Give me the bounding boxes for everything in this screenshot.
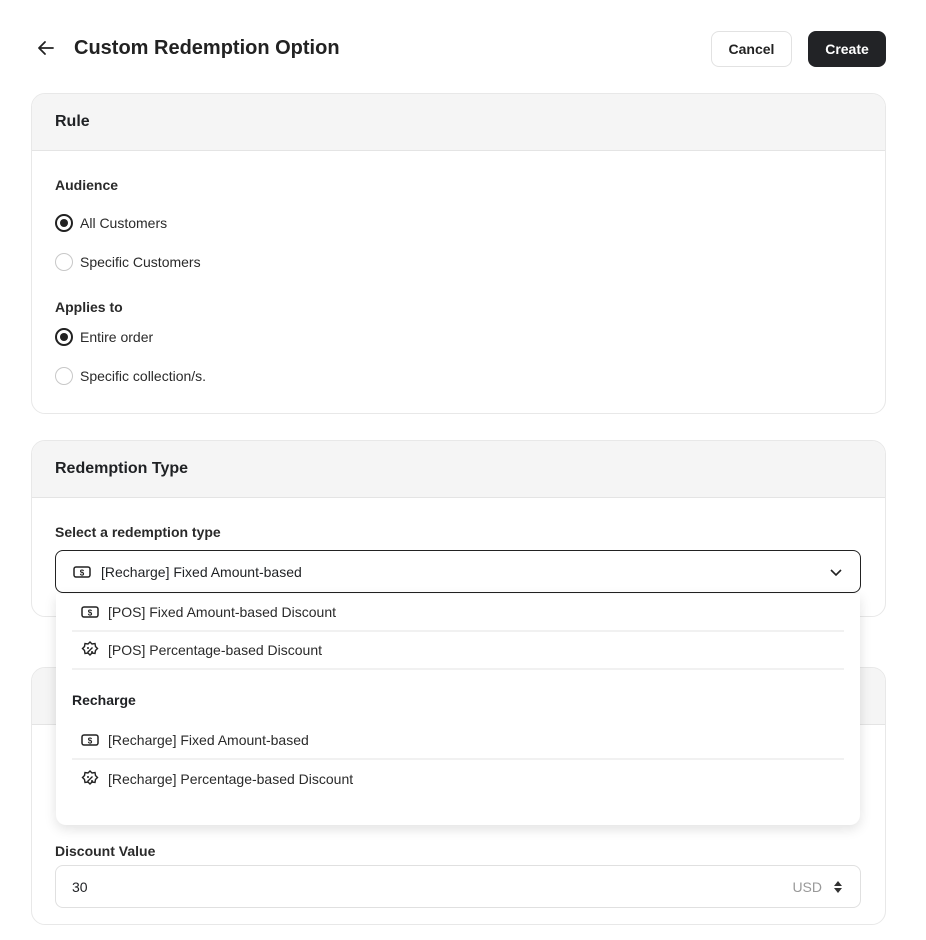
discount-value: 30 bbox=[72, 878, 88, 895]
applies-to-label: Applies to bbox=[55, 299, 123, 315]
cash-icon bbox=[80, 730, 100, 750]
radio-label: Specific collection/s. bbox=[80, 368, 207, 384]
select-label: Select a redemption type bbox=[55, 524, 221, 540]
radio-unchecked-icon bbox=[55, 367, 73, 385]
redemption-card-title: Redemption Type bbox=[32, 441, 885, 498]
dropdown-option[interactable] bbox=[72, 760, 844, 798]
audience-label: Audience bbox=[55, 177, 119, 193]
dropdown-option[interactable] bbox=[72, 632, 844, 670]
radio-checked-icon bbox=[55, 328, 73, 346]
page-title: Custom Redemption Option bbox=[74, 37, 340, 59]
discount-value-input[interactable] bbox=[55, 865, 861, 908]
radio-label: Entire order bbox=[80, 329, 154, 345]
currency-label: USD bbox=[792, 878, 822, 895]
redemption-type-dropdown[interactable] bbox=[56, 594, 860, 825]
group-heading-recharge: Recharge bbox=[72, 692, 136, 708]
svg-text:$: $ bbox=[87, 736, 93, 746]
create-button[interactable]: Create bbox=[808, 31, 886, 67]
rule-card-title: Rule bbox=[32, 94, 885, 151]
dropdown-option[interactable] bbox=[72, 594, 844, 632]
percent-badge-icon bbox=[80, 640, 100, 660]
svg-text:$: $ bbox=[87, 608, 93, 618]
percent-badge-icon bbox=[80, 769, 100, 789]
rule-card bbox=[31, 93, 886, 414]
selected-value: [Recharge] Fixed Amount-based bbox=[101, 563, 302, 580]
back-arrow-icon[interactable] bbox=[36, 38, 56, 58]
radio-label: All Customers bbox=[80, 215, 168, 231]
radio-label: Specific Customers bbox=[80, 254, 201, 270]
option-label: [Recharge] Fixed Amount-based bbox=[108, 732, 309, 748]
radio-specific-collections[interactable] bbox=[55, 367, 206, 385]
radio-entire-order[interactable] bbox=[55, 328, 153, 346]
option-label: [POS] Fixed Amount-based Discount bbox=[108, 604, 336, 620]
cash-icon bbox=[80, 602, 100, 622]
option-label: [Recharge] Percentage-based Discount bbox=[108, 771, 354, 787]
discount-value-label: Discount Value bbox=[55, 843, 156, 859]
svg-text:$: $ bbox=[79, 568, 85, 577]
chevron-down-icon bbox=[828, 564, 844, 580]
cash-icon bbox=[72, 562, 92, 582]
radio-checked-icon bbox=[55, 214, 73, 232]
radio-specific-customers[interactable] bbox=[55, 253, 201, 271]
stepper-icon[interactable] bbox=[832, 878, 844, 896]
option-label: [POS] Percentage-based Discount bbox=[108, 642, 323, 658]
redemption-type-select[interactable] bbox=[55, 550, 861, 593]
cancel-button[interactable]: Cancel bbox=[711, 31, 792, 67]
radio-all-customers[interactable] bbox=[55, 214, 167, 232]
dropdown-option[interactable] bbox=[72, 722, 844, 760]
radio-unchecked-icon bbox=[55, 253, 73, 271]
